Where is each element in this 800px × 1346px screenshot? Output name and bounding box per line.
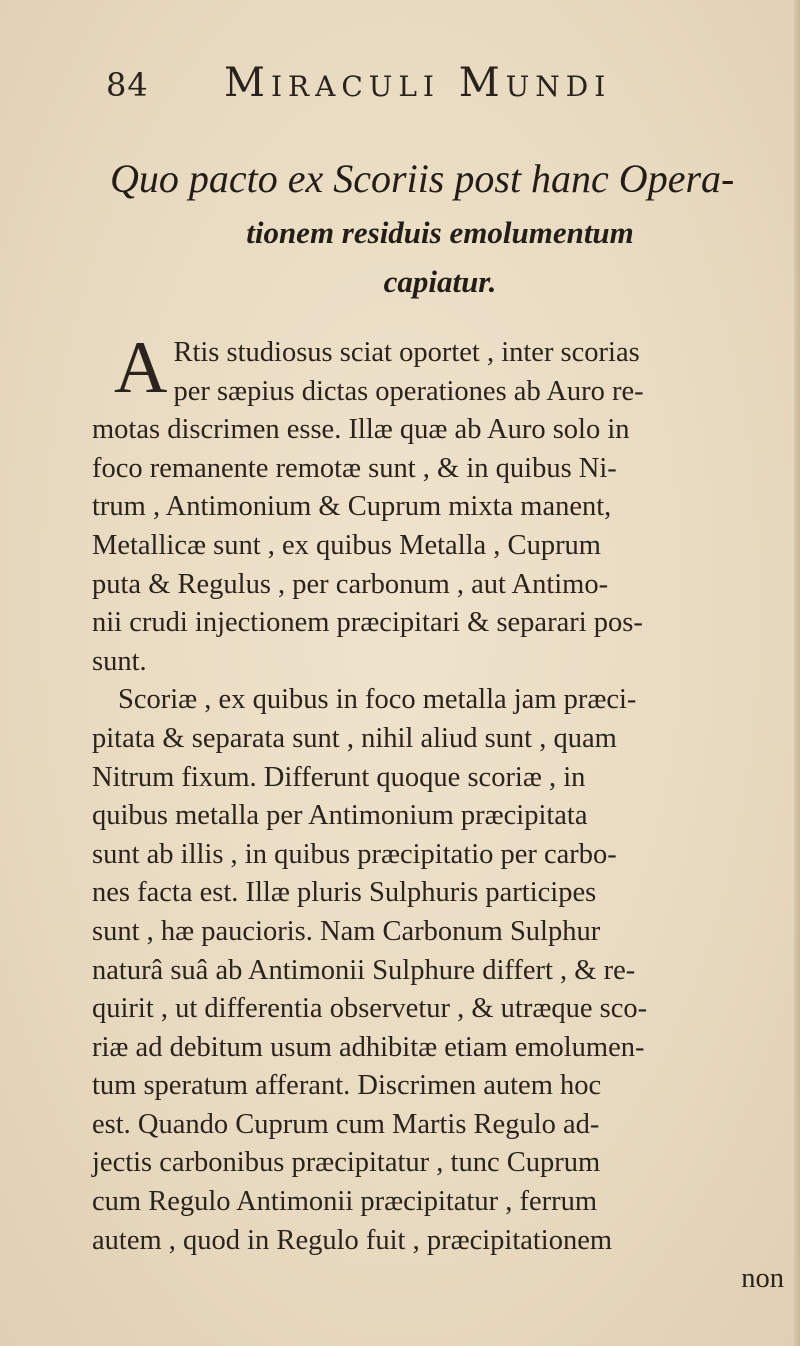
text-line: tum speratum afferant. Discrimen autem hoc [92, 1070, 602, 1102]
text-line: pitata & separata sunt , nihil aliud sunt , quam [92, 722, 617, 754]
title-line-1: Quo pacto ex Scoriis post hanc Opera- [110, 156, 735, 201]
catchword: non [741, 1263, 784, 1295]
text-line: sunt. [92, 645, 147, 677]
body-text [92, 327, 790, 1299]
text-line: quirit , ut differentia observetur , & utræque sco- [92, 993, 648, 1025]
text-line: Scoriæ , ex quibus in foco metalla jam præci- [118, 684, 637, 716]
text-line: autem , quod in Regulo fuit , præcipitationem [92, 1224, 613, 1256]
text-line: Rtis studiosus sciat oportet , inter scorias [173, 337, 640, 368]
text-line: trum , Antimonium & Cuprum mixta manent, [92, 491, 612, 523]
text-line: sunt ab illis , in quibus præcipitatio per carbo- [92, 838, 617, 870]
text-line: foco remanente remotæ sunt , & in quibus Ni- [92, 452, 617, 484]
text-line: puta & Regulus , per carbonum , aut Antimo- [92, 568, 609, 600]
text-line: per sæpius dictas operationes ab Auro re- [173, 375, 644, 407]
text-line: motas discrimen esse. Illæ quæ ab Auro solo in [92, 414, 630, 446]
page-edge [794, 0, 800, 1346]
text-line: nii crudi injectionem præcipitari & separari pos- [92, 607, 643, 639]
text-line: sunt , hæ paucioris. Nam Carbonum Sulphur [92, 915, 601, 947]
text-line: jectis carbonibus præcipitatur , tunc Cuprum [92, 1147, 601, 1179]
title-line-2: tionem residuis emolumentum [246, 215, 634, 250]
text-line: naturâ suâ ab Antimonii Sulphure differt , & re- [92, 954, 636, 986]
text-line: Metallicæ sunt , ex quibus Metalla , Cuprum [92, 529, 601, 561]
text-line: riæ ad debitum usum adhibitæ etiam emolumen- [92, 1031, 645, 1063]
section-title [100, 150, 780, 306]
text-line: Nitrum fixum. Differunt quoque scoriæ , in [92, 761, 586, 793]
running-head: Miraculi Mundi [224, 60, 612, 106]
drop-cap: A [114, 327, 168, 409]
text-line: nes facta est. Illæ pluris Sulphuris participes [92, 877, 597, 909]
text-line: cum Regulo Antimonii præcipitatur , ferrum [92, 1186, 597, 1218]
page-number: 84 [106, 66, 149, 104]
text-line: est. Quando Cuprum cum Martis Regulo ad- [92, 1108, 600, 1140]
title-line-3: capiatur. [383, 264, 497, 299]
text-line: quibus metalla per Antimonium præcipitata [92, 800, 588, 832]
page-header [106, 60, 726, 110]
